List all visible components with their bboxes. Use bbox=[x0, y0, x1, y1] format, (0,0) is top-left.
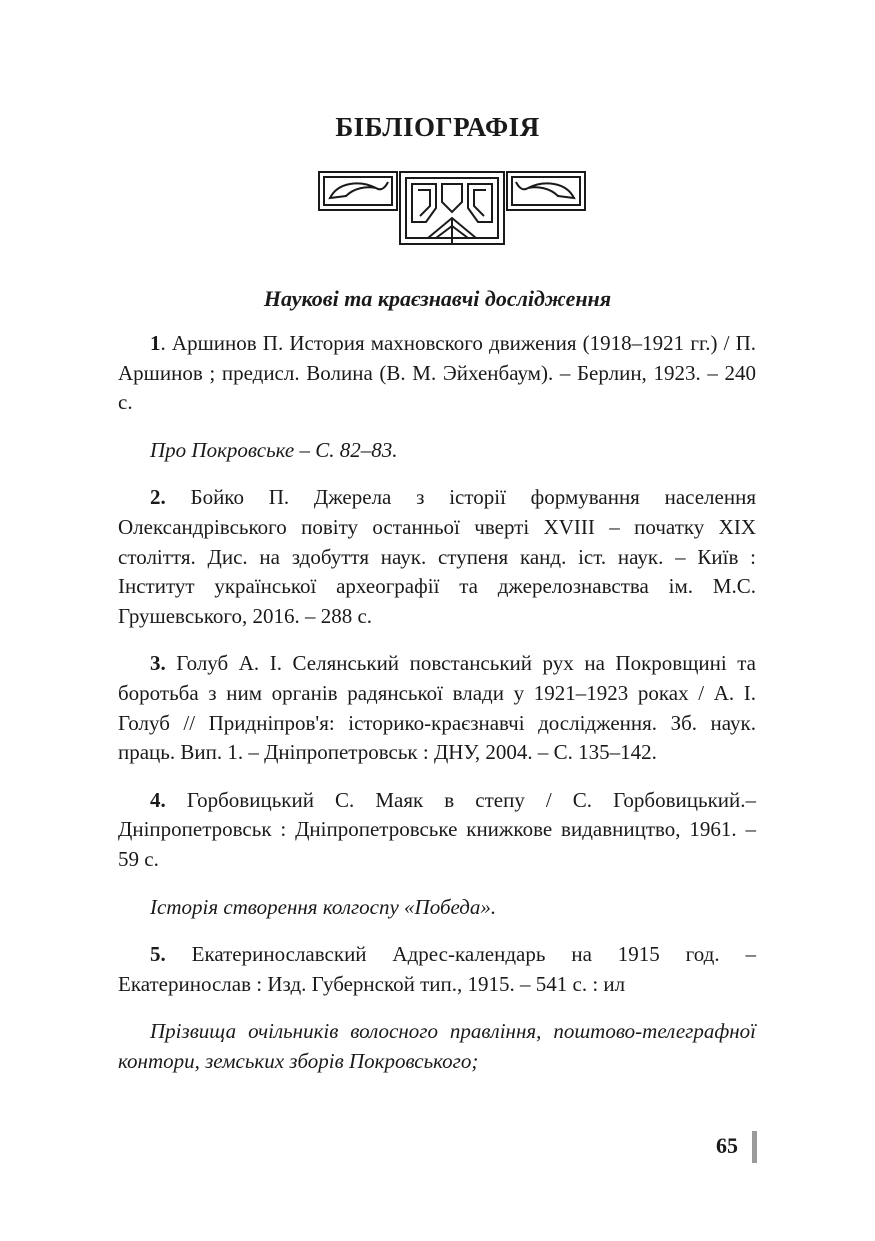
entry-text: Горбовицький С. Маяк в степу / С. Горбовицький.– Дніпропетровськ : Дніпропетровське книжкове видавництво, 1961. – 59 с. bbox=[118, 787, 756, 871]
bibliography-entry bbox=[118, 649, 756, 767]
entry-note: Про Покровське – С. 82–83. bbox=[150, 437, 398, 462]
entry-number: 1 bbox=[150, 331, 161, 355]
bibliography-entry bbox=[118, 786, 756, 875]
entry-note: Прізвища очільників волосного правління, поштово-телеграфної контори, земських зборів Покровського; bbox=[118, 1019, 756, 1073]
bibliography-entry bbox=[118, 329, 756, 418]
entry-text: Бойко П. Джерела з історії формування населення Олександрівського повіту останньої чверті XVIII – початку XIX століття. Дис. на здобуття наук. ступеня канд. іст. наук. – Київ : Інститут української археографії та джерелознавства ім. М.С. Грушевського, 2016. – 288 с. bbox=[118, 485, 756, 628]
ornament-divider bbox=[316, 168, 588, 248]
entry-text: Екатеринославский Адрес-календарь на 1915 год. – Екатеринослав : Изд. Губернской тип., 1915. – 541 с. : ил bbox=[118, 942, 756, 996]
page-title: БІБЛІОГРАФІЯ bbox=[335, 112, 540, 142]
entry-number: 4. bbox=[150, 787, 166, 812]
entry-number: 3. bbox=[150, 651, 166, 676]
section-heading: Наукові та краєзнавчі дослідження bbox=[263, 286, 612, 311]
entry-number: 5. bbox=[150, 942, 166, 967]
entry-note: Історія створення колгоспу «Победа». bbox=[150, 894, 497, 919]
bibliography-entry bbox=[118, 483, 756, 631]
bibliography-list bbox=[118, 329, 756, 1076]
bibliography-entry bbox=[118, 940, 756, 999]
page-number: 65 bbox=[716, 1133, 738, 1158]
entry-text: Голуб А. І. Селянський повстанський рух на Покровщині та боротьба з ним органів радянської влади у 1921–1923 роках / А. І. Голуб // Придніпров'я: історико-краєзнавчі дослідження. Зб. наук. праць. Вип. 1. – Дніпропетровськ : ДНУ, 2004. – С. 135–142. bbox=[118, 651, 756, 765]
entry-number: 2. bbox=[150, 485, 166, 510]
entry-text: . Аршинов П. История махновского движения (1918–1921 гг.) / П. Аршинов ; предисл. Волина (В. М. Эйхенбаум). – Берлин, 1923. – 240 с. bbox=[118, 331, 756, 415]
page-number-rule bbox=[752, 1131, 757, 1163]
